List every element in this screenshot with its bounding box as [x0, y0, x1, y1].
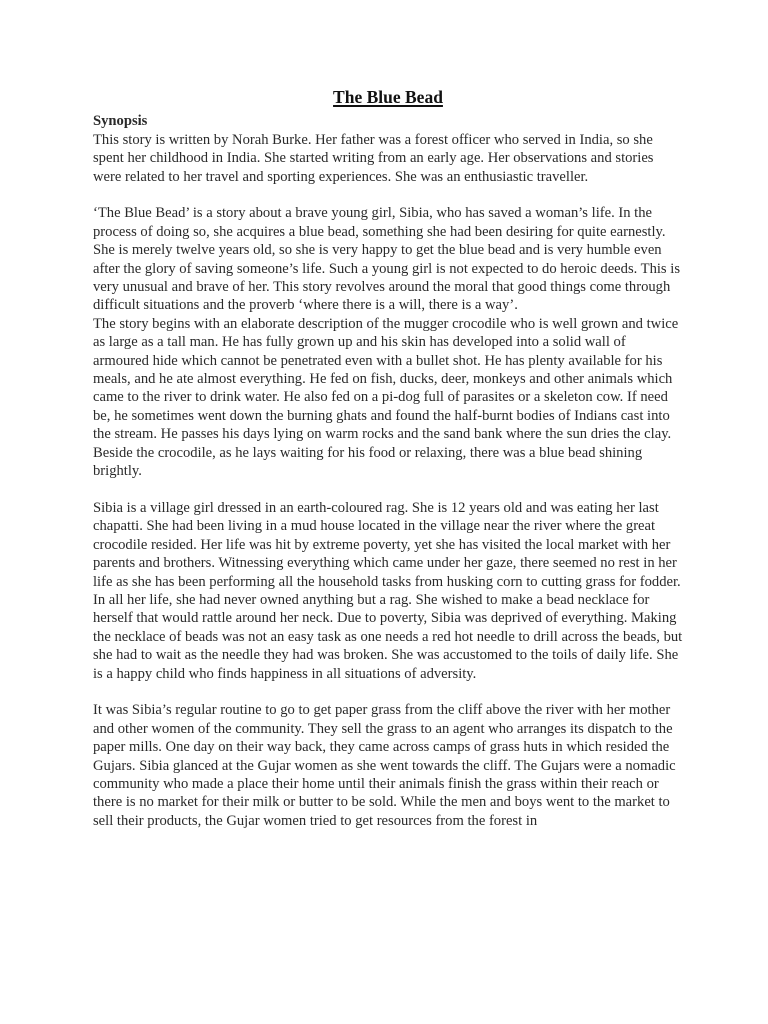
- paragraph-summary: ‘The Blue Bead’ is a story about a brave young girl, Sibia, who has saved a woman’s life. In the process of doing so, she acquires a blue bead, something she had been desiring for quite earnestly. She is merely twelve years old, so she is very happy to get the blue bead and is very humble even after the glory of saving someone’s life. Such a young girl is not expected to do heroic deeds. This is very unusual and brave of her. This story revolves around the moral that good things come through difficult situations and the proverb ‘where there is a will, there is a way’.: [93, 205, 680, 314]
- paragraph-gujars: It was Sibia’s regular routine to go to get paper grass from the cliff above the river with her mother and other women of the community. They sell the grass to an agent who arranges its dispatch to the paper mills. One day on their way back, they came across camps of grass huts in which resided the Gujars. Sibia glanced at the Gujar women as she went towards the cliff. The Gujars were a nomadic community who made a place their home until their animals finish the grass within their reach or there is no market for their milk or butter to be sold. While the men and boys went to the market to sell their products, the Gujar women tried to get resources from the forest in: [93, 702, 676, 829]
- paragraph-crocodile: The story begins with an elaborate description of the mugger crocodile who is well grown and twice as large as a tall man. He has fully grown up and his skin has developed into a solid wall of armoured hide which cannot be penetrated even with a bullet shot. He has plenty available for his meals, and he ate almost everything. He fed on fish, ducks, deer, monkeys and other animals which came to the river to drink water. He also fed on a pi-dog full of parasites or a skeleton cow. If need be, he sometimes went down the burning ghats and found the half-burnt bodies of Indians cast into the stream. He passes his days lying on warm rocks and the sand bank where the sun dries the clay. Beside the crocodile, as he lays waiting for his food or relaxing, there was a blue bead shining brightly.: [93, 315, 679, 480]
- section-heading: Synopsis: [93, 113, 148, 130]
- paragraph-sibia: Sibia is a village girl dressed in an earth-coloured rag. She is 12 years old and was eating her last chapatti. She had been living in a mud house located in the village near the river where the great crocodile resided. Her life was hit by extreme poverty, yet she has visited the local market with her parents and brothers. Witnessing everything which came under her gaze, there seemed no rest in her life as she has been performing all the household tasks from husking corn to cutting grass for fodder. In all her life, she had never owned anything but a rag. She wished to make a bead necklace for herself that would rattle around her neck. Due to poverty, Sibia was deprived of everything. Making the necklace of beads was not an easy task as one needs a red hot needle to drill across the beads, but she had to wait as the needle they had was broken. She was accustomed to the toils of daily life. She is a happy child who finds happiness in all situations of adversity.: [93, 499, 683, 682]
- document-title: The Blue Bead: [333, 87, 443, 107]
- document-page: [93, 88, 683, 830]
- paragraph-author: This story is written by Norah Burke. Her father was a forest officer who served in India, so she spent her childhood in India. She started writing from an early age. Her observations and stories were related to her travel and sporting experiences. She was an enthusiastic traveller.: [93, 131, 654, 185]
- paragraph-gap: [93, 683, 683, 701]
- paragraph-gap: [93, 186, 683, 204]
- paragraph-gap: [93, 481, 683, 499]
